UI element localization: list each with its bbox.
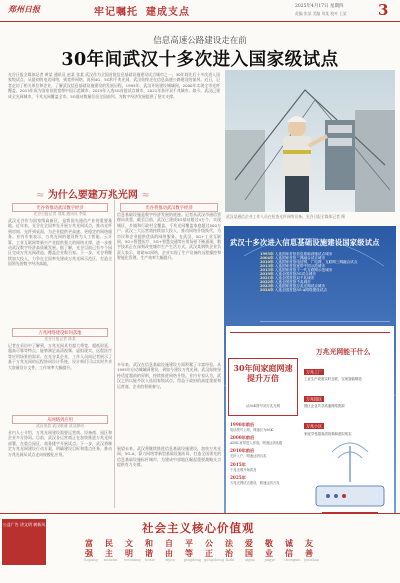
article-photo bbox=[225, 70, 395, 212]
page-number: 3 bbox=[378, 1, 389, 19]
speed-history bbox=[230, 422, 304, 485]
value-item: 爱国 aiguo bbox=[244, 538, 256, 562]
use-tag: 万兆工厂 bbox=[306, 369, 322, 374]
section-heading bbox=[36, 186, 150, 201]
use-text: 工业生产设备实时互联，实现智能制造 bbox=[304, 377, 362, 381]
value-item: 平等 pingdeng bbox=[184, 538, 202, 562]
timeline-item: 1995年 入选国家首批信息基础设施试点城市 bbox=[260, 252, 333, 256]
box-heading-1: 光谷将推动武汉数字经济 bbox=[12, 203, 108, 212]
timeline-item: 2013年 入选国家首批宽带中国示范城市 bbox=[260, 264, 326, 268]
feature-subtitle: 从56K拨号到万兆光网 bbox=[246, 404, 280, 408]
box-heading-2: 万兆网络建设如何落地 bbox=[12, 328, 108, 337]
value-item: 和谐 hexie bbox=[145, 538, 155, 562]
article-kicker: 信息高速公路建设走在前 bbox=[153, 36, 247, 46]
use-tag: 万兆小区 bbox=[306, 423, 322, 429]
use-item bbox=[304, 358, 392, 381]
ornament-left-icon: ≈ bbox=[36, 190, 45, 201]
column-2-text-b: 多年来，武汉在信息基础设施建设方面积累了丰富经验。从1995年启动城域网建设，到如今建设万兆光网，武汉始终坚持适度超前的原则，持续推进网络升级。业内专家认为，武汉之所以能多次入选国家级试点，得益于政府的高度重视和运营商、企业的积极参与。 bbox=[117, 362, 221, 389]
timeline-item: 2015年 入选国家首批下一代互联网示范城市 bbox=[260, 268, 333, 272]
box-byline-1: 光谷日报记者 刘某 通讯员 李某 bbox=[33, 211, 87, 216]
column-title: 牢记嘱托 bbox=[94, 7, 138, 18]
box-byline-2: 光谷日报记者 陈某 bbox=[44, 336, 76, 341]
use-text: 家庭享受超高清视频和虚拟现实 bbox=[304, 431, 352, 436]
issue-date: 2025年4月17日 星期四 bbox=[295, 4, 344, 9]
panel-rule bbox=[230, 332, 390, 333]
use-item bbox=[304, 385, 392, 408]
value-item: 公正 gongzheng bbox=[204, 538, 225, 562]
value-item: 自由 ziyou bbox=[165, 538, 175, 562]
photo-illustration bbox=[225, 70, 395, 212]
use-text: 园区企业共享高速网络资源 bbox=[304, 404, 345, 409]
timeline bbox=[260, 252, 392, 292]
infographic-title: 武汉十多次进入信息基础设施建设国家级试点 bbox=[230, 238, 380, 247]
column-1-text-c: 业内人士介绍，万兆光网建设需要运营商、设备商、园区和企业多方协同。目前，武汉各运营商正在加快推进万兆光网部署，在重点园区、商务楼宇开展试点。下一步，武汉将制定万兆光网建设行动方案，明确建设目标和重点任务，推动万兆光网从试点走向规模化应用。 bbox=[8, 430, 112, 457]
speed-item: 2010年前后 光纤入户，网速达到百兆 bbox=[230, 448, 267, 459]
timeline-item: 2019年 入选全国首批5G试点城市 bbox=[260, 272, 316, 276]
use-tag: 万兆园区 bbox=[306, 396, 322, 402]
timeline-item: 2024年 入选全国首批5G-A网络建设试点 bbox=[260, 288, 327, 292]
article-intro: 光谷日报全媒体记者 黄某 通讯员 赵某 张某 武汉作为全国首批信息基础设施建设试点城市之一，30年间先后十多次进入国家级试点，从最初的电话网络，到宽带网络，再到4G、5G和千兆光网，武汉始终走在信息高速公路建设的前列。近日，记者走访了相关单位和企业，了解武汉信息基础设施建设的发展历程。1995年，武汉开始建设城域网，2000年实现全市光纤覆盖，2013年成为国家首批宽带中国示范城市，2019年入选5G首批试点城市，2021年获评双千兆城市。如今，武汉已建成全光网城市，千兆光网覆盖全市，5G基站数量位居全国前列，为数字经济发展提供了坚实支撑。 bbox=[8, 72, 220, 99]
public-ad: 公益广告 讲文明 树新风 bbox=[2, 519, 46, 565]
section-heading-text: 为什么要建万兆光网 bbox=[47, 190, 138, 201]
timeline-item: 2022年 入选全国首批千兆城市 bbox=[260, 280, 311, 284]
column-1-text: 武汉光谷作为国家级高新区，是我国光通信产业的重要基地。近年来，光谷在全国率先开展万兆光网试点，推动光纤到房间、光纤到桌面，为企业提供更高速、更稳定的网络服务。业内专家表示，万兆光网的建设将为人工智能、云计算、工业互联网等新兴产业提供强大的网络支撑，进一步推动武汉数字经济高质量发展。据了解，光谷目前已有多个园区完成万兆光网改造，覆盖企业数百家。下一步，光谷将继续加大投入，力争在全国率先建成万兆光网示范区，打造全国领先的数字经济高地。 bbox=[8, 218, 112, 267]
value-item: 敬业 jingye bbox=[264, 538, 276, 562]
paper-name: 郑州日报 bbox=[8, 4, 40, 14]
value-item: 文明 wenming bbox=[124, 538, 141, 562]
feature-title: 30年间家庭网速提升万倍 bbox=[233, 363, 293, 383]
box-heading-4: 光谷将推动武汉数字经济 bbox=[120, 203, 218, 212]
value-item: 诚信 chengxin bbox=[284, 538, 301, 562]
box-heading-3: 从网络到应用 bbox=[12, 415, 108, 424]
column-divider bbox=[114, 200, 115, 508]
timeline-item: 2023年 入选国家首批万兆光网试点城市 bbox=[260, 284, 326, 288]
values-title: 社会主义核心价值观 bbox=[142, 521, 255, 535]
value-item: 友善 youshan bbox=[304, 538, 320, 562]
column-title-2: 建成支点 bbox=[146, 7, 190, 18]
feature-box bbox=[228, 358, 298, 416]
column-2-text: 信息基础设施是数字经济发展的底座。记者从武汉市通信管理局获悉，截至目前，武汉已建成5G基站超过4万个，实现城区、乡镇和行政村全覆盖，千兆光网覆盖家庭超过500万户。武汉三大运营商持续加大投入，推动网络升级换代，为市民和企业提供优质的网络服务。在武汉，5G+工业互联网、5G+智慧医疗、5G+智慧交通等应用场景不断涌现，数字技术正在深刻改变城市生产生活方式。武汉某钢铁企业负责人表示，借助5G网络，企业实现了生产设备的远程操控和智能化管理，生产效率大幅提升。 bbox=[117, 212, 221, 261]
column-2-text-c: 展望未来，武汉将继续推进信息基础设施建设，加快万兆光网、5G-A、算力网络等新型基础设施布局，打造全国领先的信息基础设施标杆城市，为建成中部地区崛起重要战略支点提供有力支撑。 bbox=[117, 446, 221, 468]
value-item: 民主 minzhu bbox=[104, 538, 118, 562]
values-row bbox=[84, 538, 400, 562]
timeline-item: 2010年 入选国家首批电信网、广电网、互联网三网融合试点 bbox=[260, 260, 358, 264]
infographic-panel bbox=[224, 226, 396, 552]
speed-item: 2000年前后 ADSL宽带进入家庭，网速达到兆级 bbox=[230, 435, 283, 446]
speed-item: 1990年前后 电话拨号上网，网速仅为56K bbox=[230, 422, 273, 432]
timeline-item: 2021年 入选全国首批双千兆城市 bbox=[260, 276, 315, 280]
uses-list bbox=[304, 358, 392, 436]
ornament-right-icon: ≈ bbox=[141, 190, 150, 201]
speed-item: 2025年 万兆光网试点建设，网速达到万兆 bbox=[230, 474, 280, 485]
column-1-text-b: 记者在采访中了解到，万兆光网具有超大带宽、超低时延、超高可靠等特点，能够满足高清视频、虚拟现实、远程医疗等应用场景的需求。在光谷某企业，工作人员向记者展示了基于万兆光网的远程协同设计系统，设计师们可以实时共享大容量设计文件，工作效率大幅提升。 bbox=[8, 343, 112, 370]
photo-caption: 武汉某通信企业工作人员在检查光纤网络设备。光谷日报全媒体记者 摄 bbox=[226, 214, 345, 219]
article-headline: 30年间武汉十多次进入国家级试点 bbox=[61, 50, 339, 70]
staff-line: 责编 张某 美编 刘某 校对 王某 bbox=[295, 11, 347, 16]
value-item: 富强 fuqiang bbox=[84, 538, 98, 562]
box-byline-3: 武汉电信 武汉联通 武汉移动 bbox=[36, 423, 84, 428]
timeline-item: 2004年 入选国家首批三网融合试点城市 bbox=[260, 256, 326, 260]
why-heading: 万兆光网能干什么 bbox=[316, 348, 371, 356]
value-item: 法治 fazhi bbox=[225, 538, 235, 562]
speed-item: 2015年 千兆光网开始普及 bbox=[230, 461, 257, 472]
